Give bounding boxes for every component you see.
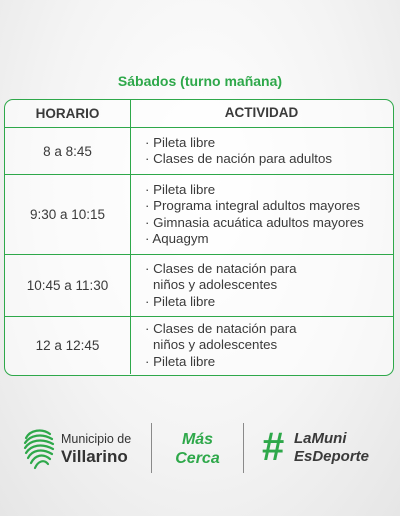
table-row <box>5 254 393 316</box>
cerca-label: Cerca <box>175 450 220 467</box>
mas-cerca-slogan <box>160 430 235 468</box>
row-time: 9:30 a 10:15 <box>29 207 106 222</box>
table-row <box>5 174 393 254</box>
activity-line: · Pileta libre <box>145 353 216 369</box>
column-divider <box>130 128 131 174</box>
activity-line: niños y adolescentes <box>153 277 278 293</box>
villarino-label: Villarino <box>61 447 128 466</box>
villarino-logo-icon <box>22 426 58 470</box>
column-divider <box>130 255 131 316</box>
mas-label: Más <box>181 431 214 448</box>
activity-line: · Clases de natación para <box>145 320 297 336</box>
hashtag-icon: # <box>262 425 285 469</box>
activity-line: niños y adolescentes <box>153 337 278 353</box>
hashtag-line-2: EsDeporte <box>294 448 370 465</box>
header-horario: HORARIO <box>35 106 100 121</box>
activity-line: · Pileta libre <box>145 293 216 309</box>
header-actividad: ACTIVIDAD <box>224 105 299 121</box>
table-row <box>5 127 393 174</box>
footer-divider <box>243 423 244 473</box>
row-time: 8 a 8:45 <box>43 143 92 159</box>
schedule-table <box>4 99 394 376</box>
row-activities <box>145 255 389 316</box>
activity-line: · Gimnasia acuática adultos mayores <box>145 214 364 230</box>
row-time: 10:45 a 11:30 <box>26 278 109 293</box>
schedule-subtitle: Sábados (turno mañana) <box>117 73 283 89</box>
row-activities <box>145 317 389 374</box>
activity-line: · Pileta libre <box>145 181 216 197</box>
activity-line: · Clases de nación para adultos <box>145 151 333 166</box>
row-activities <box>145 128 389 174</box>
activity-line: · Clases de natación para <box>145 260 297 276</box>
table-row <box>5 316 393 374</box>
activity-line: · Pileta libre <box>145 134 216 150</box>
hashtag-text <box>294 430 369 466</box>
activity-line: · Aquagym <box>145 231 209 246</box>
table-header-row <box>5 100 393 127</box>
footer <box>0 418 400 478</box>
row-activities <box>145 175 389 254</box>
column-divider <box>130 317 131 374</box>
footer-divider <box>151 423 152 473</box>
row-time: 12 a 12:45 <box>35 338 100 353</box>
activity-line: · Programa integral adultos mayores <box>145 198 361 213</box>
hashtag-line-1: LaMuni <box>294 430 347 447</box>
municipio-label: Municipio de <box>61 432 132 446</box>
column-divider <box>130 175 131 254</box>
